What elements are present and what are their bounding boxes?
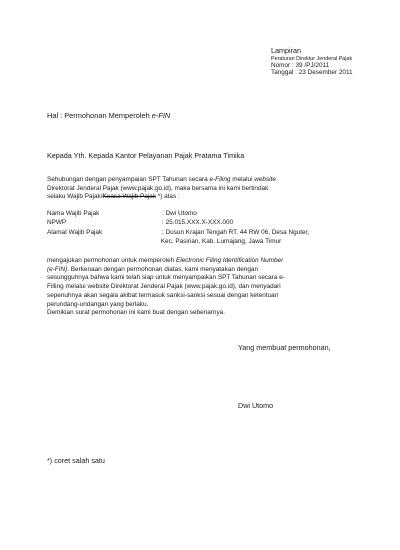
intro-line-1: Sehubungan dengan penyampaian SPT Tahunan secara e-Filing melalui website — [47, 176, 276, 183]
field-row: Nama Wajib Pajak : Dwi Utomo — [47, 210, 197, 217]
lampiran-peraturan: Peraturan Direktur Jenderal Pajak — [271, 56, 353, 62]
lampiran-tanggal: Tanggal : 23 Desember 2011 — [271, 69, 353, 76]
intro-line-2: Direktorat Jenderal Pajak (www.pajak.go.id), maka bersama ini kami bertindak — [47, 184, 269, 192]
body-line: sesungguhnya bahwa kami telah siap untuk menyampaikan SPT Tahunan secara e- — [47, 274, 285, 282]
body-line: perundang-undangan yang berlaku. — [47, 300, 149, 308]
field-row: Alamat Wajib Pajak : Dusun Krajan Tengah RT. 44 RW 06, Desa Nguter, — [47, 228, 310, 236]
field-row: NPWP : 25.015.XXX.X-XXX.000 — [47, 219, 234, 227]
subject-efin: e-FIN — [151, 111, 171, 120]
body-line: Demikian surat permohonan ini kami buat dengan sebenarnya. — [47, 309, 225, 317]
recipient-line: Kepada Yth. Kepada Kantor Pelayanan Pajak Pratama Timika — [47, 151, 245, 160]
body-line: Filling melalui website Direktorat Jenderal Pajak (www.pajak.go.id), dan menyadari — [47, 283, 281, 291]
taxpayer-fields — [47, 209, 359, 246]
body-line: (e-FIN). Berkenaan dengan permohonan diatas, kami menyatakan dengan — [47, 265, 259, 273]
body-line: mengajukan permohonan untuk memperoleh Electronic Filing Identification Number — [47, 257, 284, 264]
body-line: sepenuhnya akan segala akibat termasuk sanksi-sanksi sesuai dengan ketentuan — [47, 291, 279, 299]
lampiran-title: Lampiran — [271, 46, 301, 55]
footnote: *) coret salah satu — [47, 456, 105, 465]
intro-paragraph — [47, 176, 359, 202]
signer-name: Dwi Utomo — [238, 401, 274, 410]
subject-line — [47, 111, 170, 120]
field-row: Kec. Pasirian, Kab. Lumajang, Jawa Timur — [160, 237, 282, 245]
struck-kuasa-text: Kuasa Wajib Pajak — [102, 193, 156, 201]
lampiran-nomor: Nomor : 39 /PJ/2011 — [271, 62, 330, 69]
subject-prefix: Hal : Permohonan Memperoleh — [47, 111, 152, 120]
closing-text: Yang membuat permohonan, — [238, 343, 331, 352]
body-paragraph — [47, 257, 359, 318]
intro-line-3: selaku Wajib Pajak/Kuasa Wajib Pajak *) atas : — [47, 193, 180, 201]
